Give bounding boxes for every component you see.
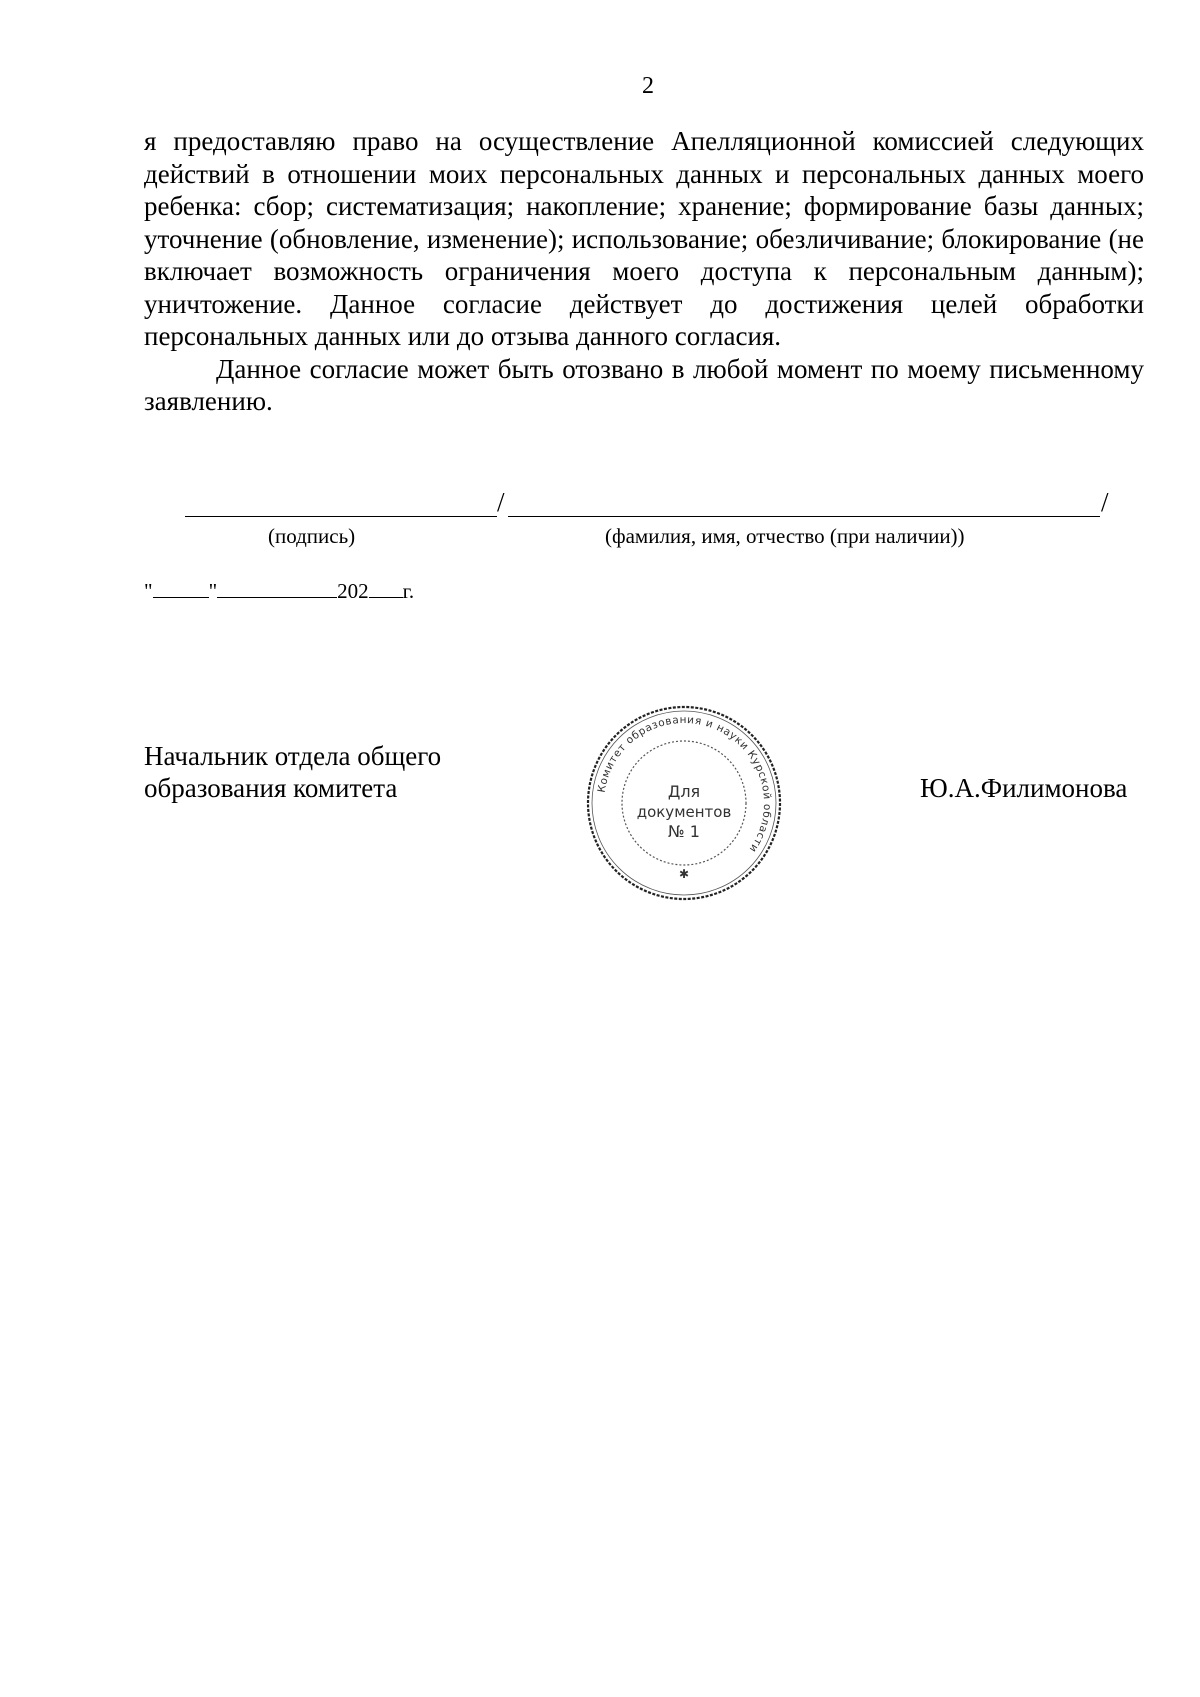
signature-form	[0, 486, 1200, 546]
name-end-separator: /	[1101, 487, 1109, 517]
stamp-star-icon: ✱	[678, 867, 690, 881]
stamp-center-line-2: документов	[636, 803, 732, 821]
signature-separator: /	[497, 487, 505, 517]
signature-caption: (подпись)	[268, 524, 356, 548]
signature-line	[185, 516, 497, 517]
day-blank	[153, 579, 209, 598]
position-line-2: образования комитета	[144, 773, 398, 803]
year-prefix: 202	[337, 579, 369, 603]
date-open-quote: "	[144, 579, 153, 603]
date-field	[144, 578, 414, 604]
signer-position	[144, 740, 441, 804]
consent-paragraph-2: Данное согласие может быть отозвано в любой момент по моему письменному заявлению.	[144, 353, 1144, 416]
signer-name: Ю.А.Филимонова	[920, 773, 1128, 803]
month-blank	[217, 579, 337, 598]
stamp-center-line-3: № 1	[668, 822, 700, 841]
consent-paragraph-1: я предоставляю право на осуществление Апелляционной комиссией следующих действий в отношении моих персональных данных и персональных данных моего ребенка: сбор; систематизация; накопление; хранение; формирование базы данных; уточнение (обновление, изменение); использование; обезличивание; блокирование (не включает возможность ограничения моего доступа к персональным данным); уничтожение. Данное согласие действует до достижения целей обработки персональных данных или до отзыва данного согласия.	[144, 126, 1144, 351]
consent-body	[144, 125, 1144, 418]
year-suffix: г.	[402, 579, 415, 603]
stamp-center-line-1: Для	[667, 782, 701, 801]
name-caption: (фамилия, имя, отчество (при наличии))	[605, 524, 965, 548]
page-number: 2	[642, 73, 654, 99]
year-blank	[369, 579, 403, 598]
position-line-1: Начальник отдела общего	[144, 741, 442, 771]
date-close-quote: "	[208, 579, 218, 603]
stamp-ring-text: Комитет образования и науки Курской области	[595, 713, 774, 855]
name-line	[508, 516, 1100, 517]
official-stamp-seal	[584, 703, 784, 903]
